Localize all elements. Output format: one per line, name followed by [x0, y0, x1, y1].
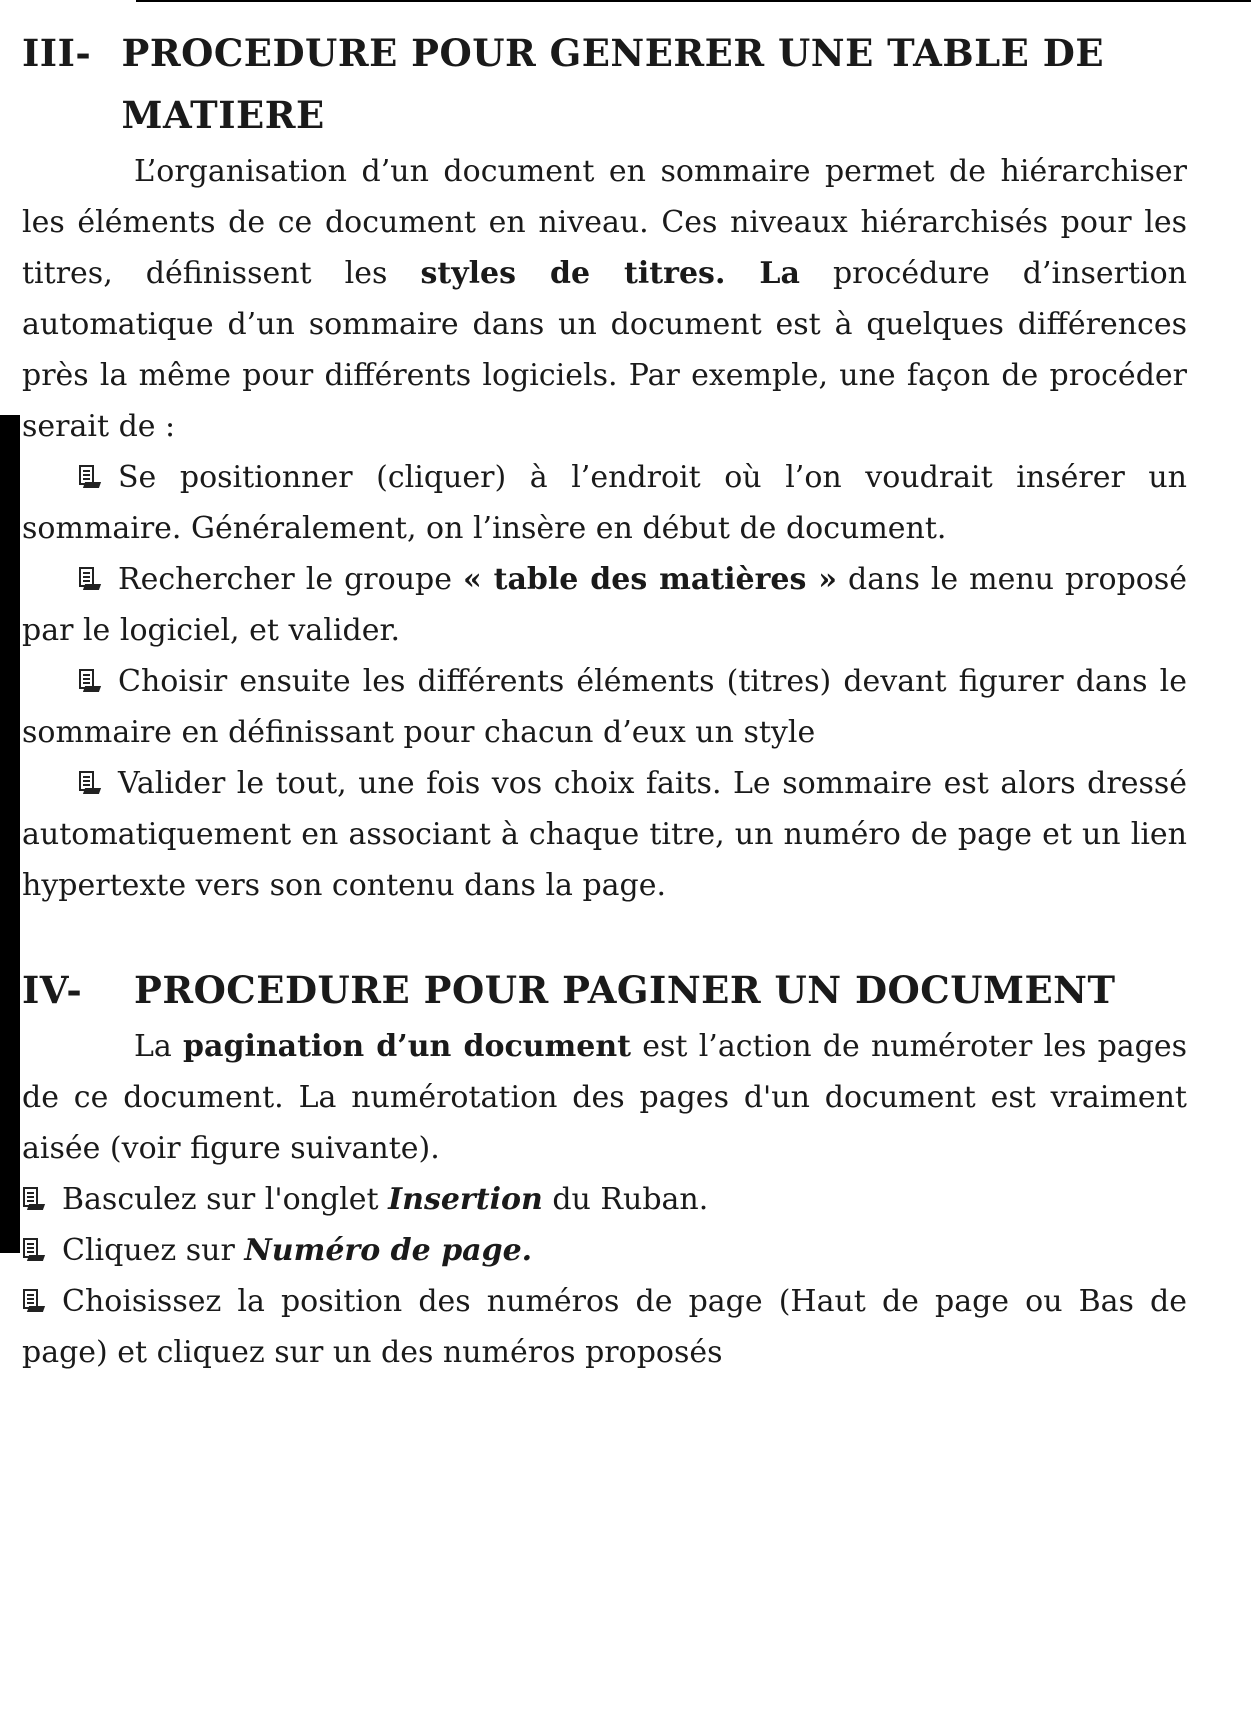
- document-pen-icon: [78, 771, 100, 795]
- step-text-pre: Basculez sur l'onglet: [62, 1182, 389, 1217]
- top-rule: [136, 0, 1251, 2]
- section-3-title: PROCEDURE POUR GENERER UNE TABLE DE MATIERE: [121, 31, 1105, 137]
- section-spacer: [22, 911, 1187, 959]
- section-4-intro: [22, 1021, 1187, 1174]
- section-4-step-2: [22, 1225, 1187, 1276]
- step-text: Choisir ensuite les différents éléments (titres) devant figurer dans le sommaire en définissant pour chacun d’eux un style: [22, 664, 1187, 750]
- intro-text-part-1: L’organisation d’un document en sommaire permet de hiérarchiser les éléments de ce document en niveau. Ces niveaux hiérarchisés pour les titres, définissent les: [22, 154, 1187, 291]
- document-pen-icon: [22, 1238, 44, 1262]
- intro-bold-styles: styles de titres. La: [420, 256, 800, 291]
- step-text-post: du Ruban.: [542, 1182, 709, 1217]
- section-3-intro: [22, 146, 1187, 452]
- section-4-number: IV-: [22, 968, 83, 1012]
- section-3-heading: [22, 22, 1187, 146]
- section-3-step-3: [22, 656, 1187, 758]
- document-pen-icon: [22, 1289, 44, 1313]
- step-text: Valider le tout, une fois vos choix faits. Le sommaire est alors dressé automatiquement en associant à chaque titre, un numéro de page et un lien hypertexte vers son contenu dans la page.: [22, 766, 1187, 903]
- section-4-title: PROCEDURE POUR PAGINER UN DOCUMENT: [134, 968, 1116, 1012]
- section-3-step-2: [22, 554, 1187, 656]
- document-page: [22, 22, 1187, 1378]
- intro-bold-pagination: pagination d’un document: [183, 1029, 632, 1064]
- step-text-post: dans le menu proposé par le logiciel, et valider.: [22, 562, 1187, 648]
- document-pen-icon: [78, 567, 100, 591]
- section-3-number: III-: [22, 31, 92, 75]
- section-3-step-1: [22, 452, 1187, 554]
- step-text: Choisissez la position des numéros de page (Haut de page ou Bas de page) et cliquez sur un des numéros proposés: [22, 1284, 1187, 1370]
- document-pen-icon: [22, 1187, 44, 1211]
- step-text-pre: Cliquez sur: [62, 1233, 245, 1268]
- intro-text-post: est l’action de numéroter les pages de ce document. La numérotation des pages d'un document est vraiment aisée (voir figure suivante).: [22, 1029, 1188, 1166]
- section-3-step-4: [22, 758, 1187, 911]
- step-italic-page-number: Numéro de page.: [244, 1233, 533, 1268]
- section-4-heading: [22, 959, 1187, 1021]
- step-bold-text: « table des matières »: [462, 562, 838, 597]
- intro-text-pre: La: [134, 1029, 184, 1064]
- left-margin-bar: [0, 415, 20, 1253]
- step-italic-insertion: Insertion: [388, 1182, 543, 1217]
- intro-text-part-2: procédure d’insertion automatique d’un sommaire dans un document est à quelques différences près la même pour différents logiciels. Par exemple, une façon de procéder serait de :: [22, 256, 1187, 444]
- document-pen-icon: [78, 465, 100, 489]
- step-text: Se positionner (cliquer) à l’endroit où l’on voudrait insérer un sommaire. Généralement, on l’insère en début de document.: [22, 460, 1187, 546]
- section-4-step-1: [22, 1174, 1187, 1225]
- document-pen-icon: [78, 669, 100, 693]
- section-4-step-3: [22, 1276, 1187, 1378]
- step-text-pre: Rechercher le groupe: [118, 562, 463, 597]
